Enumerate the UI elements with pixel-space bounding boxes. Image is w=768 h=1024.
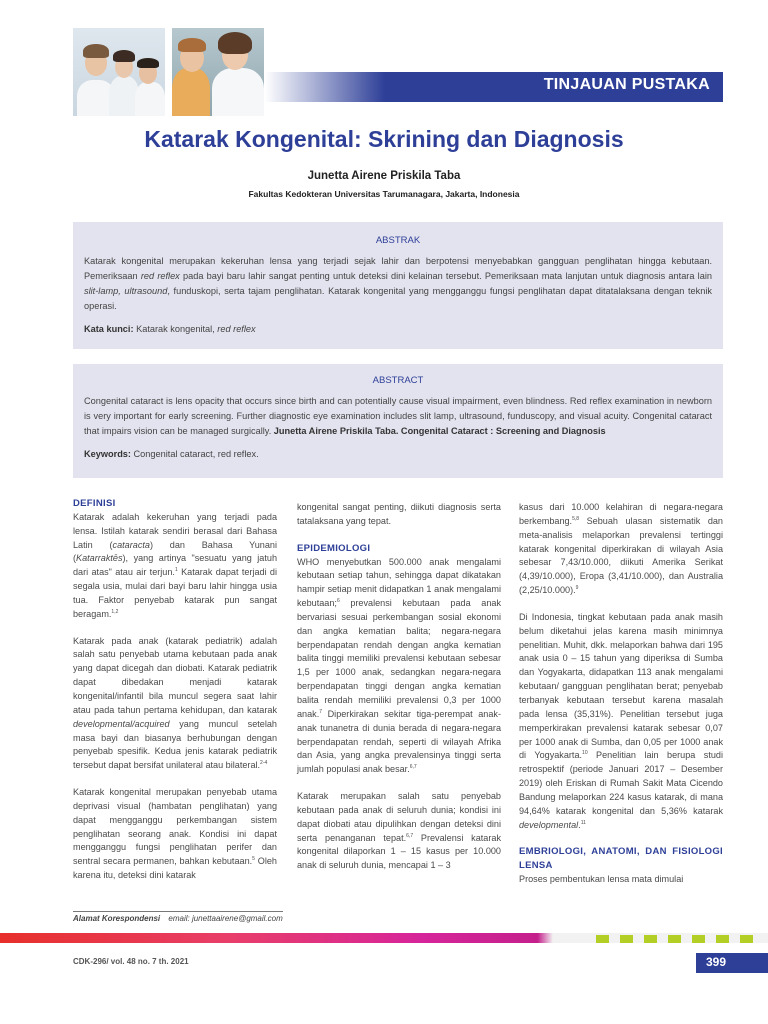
paragraph: WHO menyebutkan 500.000 anak mengalami kebutaan setiap tahun, sehingga dapat dikatakan hampir setiap menit didapatkan 1 anak mengalami kebutaan;$^6$ prevalensi kebutaan pada anak bervariasi sesuai perkembangan sosial ekonomi dan angka kematian balita; negara-negara berpendapatan rendah dengan angka kematian balita tinggi memiliki prevalensi kebutaan sebesar 1,5 per 1000 anak, sedangkan negara-negara berpendapatan tinggi dengan angka kematian balita rendah memiliki prevalensi 0,3 per 1000 anak.$^7$ Diperkirakan sekitar tiga-perempat anak-anak tunanetra di dunia berada di negara-negara berpendapatan rendah, seperti di wilayah Afrika dan Asia, yang angka prevalensinya tinggi serta jumlah populasi anak besar.$^{6,7}$ [297, 556, 501, 775]
abstract-text: Congenital cataract is lens opacity that occurs since birth and can potentially cause visual impairment, even blindness. Red reflex examination in newborn is very important for early screening. Further diagnostic eye examination includes slit lamp, ultrasound, funduscopy, and visual acuity. Congenital cataract that impairs vision can be managed surgically. Junetta Airene Priskila Taba. Congenital Cataract : Screening and Diagnosis [84, 396, 712, 436]
paragraph: Proses pembentukan lensa mata dimulai [519, 874, 684, 885]
body-column-1 [73, 497, 277, 896]
heading-definisi: DEFINISI [73, 498, 116, 509]
section-banner-fade [265, 72, 385, 102]
article-affiliation: Fakultas Kedokteran Universitas Tarumanagara, Jakarta, Indonesia [248, 189, 520, 199]
abstrak-keywords: Kata kunci: Katarak kongenital, red reflex [84, 324, 256, 334]
abstract-keywords: Keywords: Congenital cataract, red reflex. [84, 449, 259, 459]
stripe-square [596, 935, 609, 943]
paragraph: kasus dari 10.000 kelahiran di negara-negara berkembang.$^{5,8}$ Sebuah ulasan sistematik dan meta-analisis melaporkan prevalensi tertinggi katarak kongenital diperkirakan di wilayah Asia sebesar 7,43/10.000, diikuti Amerika Serikat (4,39/10.000), Eropa (3,41/10.000), dan Australia (2,25/10.000).$^9$ [519, 502, 723, 596]
body-column-3 [519, 501, 723, 900]
paragraph: Katarak merupakan salah satu penyebab kebutaan pada anak di seluruh dunia; kondisi ini dapat diobati atau dipulihkan dengan deteksi dini serta penanganan tepat.$^{6,7}$ Prevalensi katarak kongenital dilaporkan 1 – 15 kasus per 10.000 anak di seluruh dunia, mencapai 1 – 3 [297, 791, 501, 871]
journal-reference: CDK-296/ vol. 48 no. 7 th. 2021 [73, 957, 189, 966]
heading-epidemiologi: EPIDEMIOLOGI [297, 542, 371, 554]
header-photo-patient [172, 28, 264, 116]
paragraph: kongenital sangat penting, diikuti diagnosis serta tatalaksana yang tepat. [297, 502, 501, 526]
abstract-box [73, 364, 723, 478]
page-number: 399 [706, 955, 727, 969]
stripe-square [620, 935, 633, 943]
stripe-square [644, 935, 657, 943]
paragraph: Katarak pada anak (katarak pediatrik) adalah salah satu penyebab utama kebutaan pada anak yang dapat dicegah dan diobati. Katarak pediatrik dapat dibedakan menjadi katarak kongenital/infantil bila muncul segera saat lahir atau pada tahun pertama kehidupan, dan katarak developmental/acquired yang muncul setelah masa bayi dan biasanya berhubungan dengan penyebab spesifik. Kedua jenis katarak pediatrik tersebut dapat bersifat unilateral atau bilateral.$^{2-4}$ [73, 635, 277, 771]
correspondence-label: Alamat Korespondensi [73, 914, 161, 923]
paragraph: Katarak kongenital merupakan penyebab utama deprivasi visual (hambatan penglihatan) yang dapat mengganggu perkembangan sistem penglihatan seorang anak. Kondisi ini dapat mengganggu fungsi penglihatan perifer dan sentral secara permanen, bahkan kebutaan.$^5$ Oleh karena itu, deteksi dini katarak [73, 787, 277, 881]
correspondence-email: email: junettaairene@gmail.com [168, 914, 283, 923]
body-column-2 [297, 501, 501, 886]
stripe-square [716, 935, 729, 943]
correspondence-note [73, 911, 283, 923]
header-photo-doctors [73, 28, 165, 116]
article-title: Katarak Kongenital: Skrining dan Diagnosis [144, 126, 624, 152]
article-author: Junetta Airene Priskila Taba [307, 170, 461, 182]
paragraph: Di Indonesia, tingkat kebutaan pada anak masih belum diketahui jelas karena masih minimnya penelitian. Muhit, dkk. melaporkan bahwa dari 195 anak usia 0 – 15 tahun yang diperiksa di Sumba dan Yogyakarta, didapatkan 113 anak mengalami kebutaan/ gangguan penglihatan berat; penyebab terbanyak kebutaan tersebut karena masalah pada lensa (35,31%). Penelitian tersebut juga memperkirakan prevalensi katarak sebesar 0,07 per 1000 anak di Sumba, dan 0,05 per 1000 anak di Yogyakarta.$^{10}$ Penelitian lain berupa studi retrospektif (periode Januari 2017 – Desember 2019) oleh Eriskan di Rumah Sakit Mata Cicendo Bandung melaporkan 224 kasus katarak, di mana 94,64% katarak kongenital dan 5,36% katarak developmental.$^{11}$ [519, 611, 723, 830]
abstrak-heading: ABSTRAK [375, 235, 421, 246]
paragraph: Katarak adalah kekeruhan yang terjadi pada lensa. Istilah katarak sendiri berasal dari Bahasa Latin (cataracta) dan Bahasa Yunani (Katarraktēs), yang artinya "sesuatu yang jatuh dari atas" atau air terjun.$^1$ Katarak dapat terjadi di segala usia, mulai dari bayi baru lahir hingga usia tua. Faktor penyebab katarak pun sangat beragam.$^{1,2}$ [73, 511, 277, 619]
stripe-square [668, 935, 681, 943]
heading-embriologi: EMBRIOLOGI, ANATOMI, DAN FISIOLOGI LENSA [519, 846, 723, 872]
abstrak-box [73, 222, 723, 349]
stripe-square [740, 935, 753, 943]
stripe-square [692, 935, 705, 943]
abstrak-text: Katarak kongenital merupakan kekeruhan lensa yang terjadi sejak lahir dan berpotensi menyebabkan gangguan penglihatan hingga kebutaan. Pemeriksaan red reflex pada bayi baru lahir sangat penting untuk deteksi dini kelainan tersebut. Pemeriksaan mata lanjutan untuk diagnosis antara lain slit-lamp, ultrasound, funduskopi, serta tajam penglihatan. Katarak kongenital yang mengganggu fungsi penglihatan dapat ditatalaksana dengan teknik operasi. [84, 256, 712, 311]
abstract-heading: ABSTRACT [372, 375, 424, 386]
section-label: TINJAUAN PUSTAKA [543, 76, 710, 93]
